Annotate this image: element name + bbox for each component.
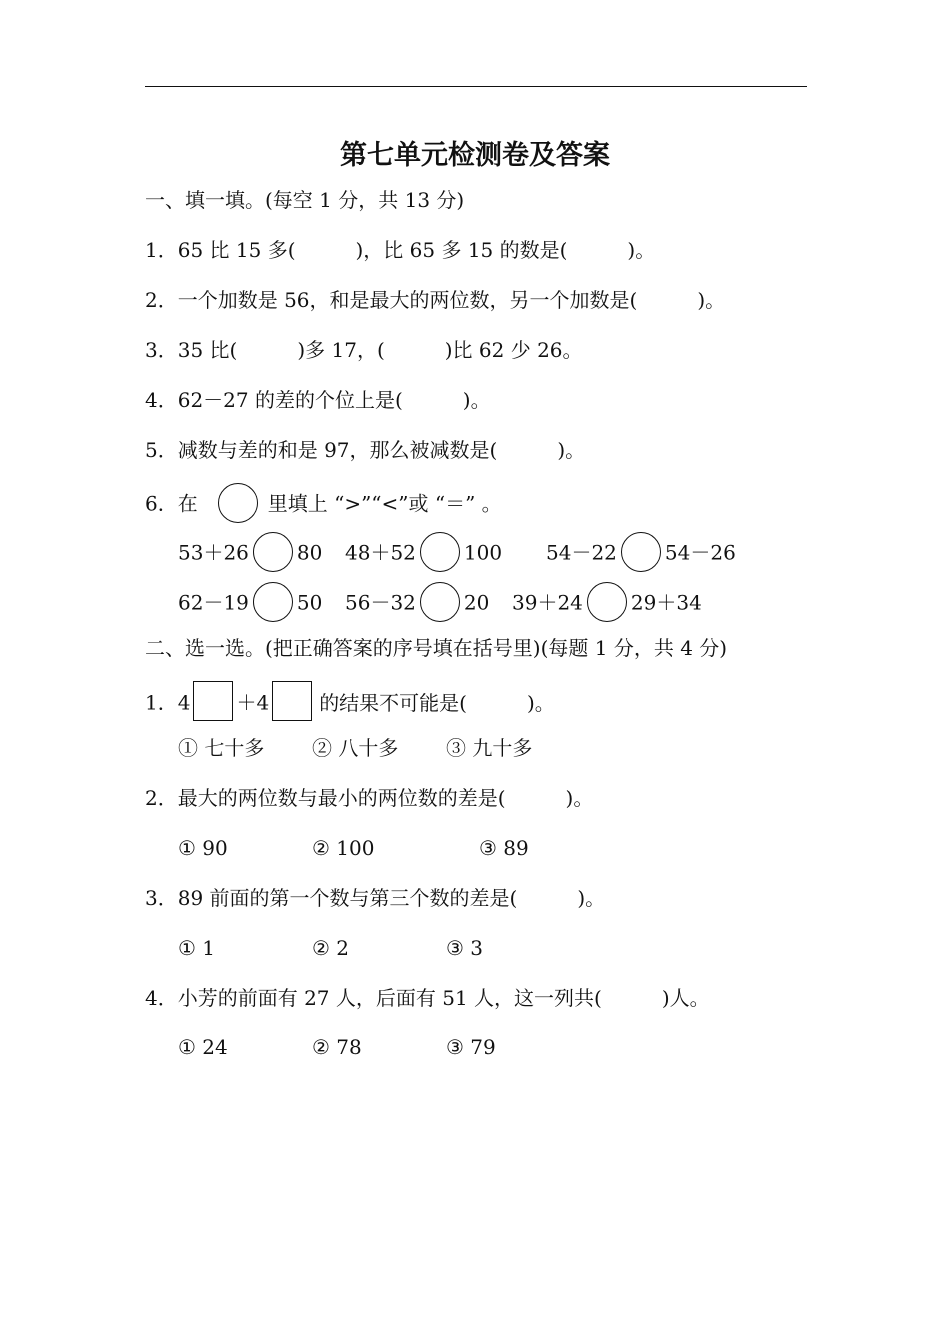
- s2-q1-options: [178, 734, 532, 762]
- option: ① 七十多: [178, 736, 265, 760]
- compare-left: 48＋52: [345, 540, 416, 565]
- s2-question-1: [145, 684, 555, 724]
- s2-q3-options: [178, 934, 483, 962]
- option: ② 2: [312, 936, 350, 960]
- answer-circle[interactable]: [253, 582, 293, 622]
- s1-question-3: 3．35 比( )多 17，( )比 62 少 26。: [145, 338, 583, 362]
- s2-question-2: 2．最大的两位数与最小的两位数的差是( )。: [145, 786, 594, 810]
- option: ③ 九十多: [446, 736, 533, 760]
- s2-question-4: 4．小芳的前面有 27 人，后面有 51 人，这一列共( )人。: [145, 986, 710, 1010]
- compare-item: [546, 534, 736, 574]
- option: ② 100: [312, 836, 375, 860]
- compare-item: [178, 584, 322, 624]
- s2-question-3: 3．89 前面的第一个数与第三个数的差是( )。: [145, 886, 606, 910]
- option: ② 八十多: [312, 736, 399, 760]
- q6-suffix: 里填上 “>”“<”或 “＝” 。: [267, 491, 502, 516]
- compare-right: 100: [463, 540, 503, 565]
- compare-left: 62－19: [178, 590, 249, 615]
- compare-left: 54－22: [546, 540, 617, 565]
- q6-prefix: 6．在: [145, 491, 198, 516]
- compare-item: [512, 584, 702, 624]
- section1-heading: 一、填一填。(每空 1 分，共 13 分): [145, 188, 465, 212]
- answer-circle[interactable]: [621, 532, 661, 572]
- option: ③ 3: [446, 936, 484, 960]
- compare-left: 56－32: [345, 590, 416, 615]
- option: ② 78: [312, 1035, 362, 1059]
- option: ① 24: [178, 1035, 228, 1059]
- section2-heading: 二、选一选。(把正确答案的序号填在括号里)(每题 1 分，共 4 分): [145, 636, 728, 660]
- compare-right: 20: [463, 590, 490, 615]
- q1-num: 1．4: [145, 690, 191, 715]
- answer-box[interactable]: [272, 681, 312, 721]
- compare-right: 29＋34: [630, 590, 702, 615]
- compare-circle-icon: [218, 483, 258, 523]
- answer-circle[interactable]: [420, 582, 460, 622]
- compare-item: [345, 534, 502, 574]
- answer-box[interactable]: [193, 681, 233, 721]
- option: ③ 89: [479, 836, 529, 860]
- compare-item: [345, 584, 489, 624]
- option: ③ 79: [446, 1035, 496, 1059]
- option: ① 1: [178, 936, 216, 960]
- s1-question-4: 4．62－27 的差的个位上是( )。: [145, 388, 491, 412]
- q1-mid: ＋4: [236, 690, 270, 715]
- s1-question-6: [145, 485, 502, 525]
- page-title: 第七单元检测卷及答案: [340, 140, 610, 171]
- s2-q4-options: [178, 1033, 496, 1061]
- q1-end: 的结果不可能是( )。: [319, 690, 555, 715]
- compare-right: 54－26: [664, 540, 736, 565]
- compare-left: 39＋24: [512, 590, 583, 615]
- compare-right: 50: [296, 590, 323, 615]
- answer-circle[interactable]: [587, 582, 627, 622]
- answer-circle[interactable]: [420, 532, 460, 572]
- option: ① 90: [178, 836, 228, 860]
- s1-question-2: 2．一个加数是 56，和是最大的两位数，另一个加数是( )。: [145, 288, 726, 312]
- header-rule: [145, 86, 807, 87]
- compare-left: 53＋26: [178, 540, 249, 565]
- compare-right: 80: [296, 540, 323, 565]
- answer-circle[interactable]: [253, 532, 293, 572]
- s1-question-1: 1．65 比 15 多( )，比 65 多 15 的数是( )。: [145, 238, 656, 262]
- compare-item: [178, 534, 322, 574]
- s2-q2-options: [178, 834, 529, 862]
- s1-question-5: 5．减数与差的和是 97，那么被减数是( )。: [145, 438, 586, 462]
